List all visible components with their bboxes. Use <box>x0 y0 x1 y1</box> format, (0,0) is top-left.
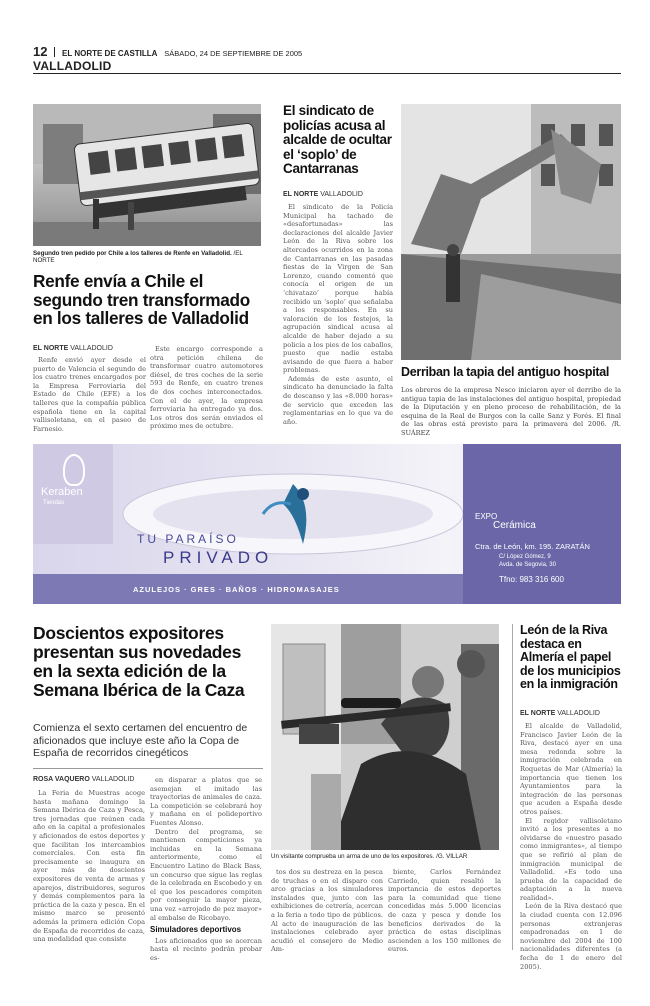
sindicato-text-2: Además de este asunto, el sindicato ha denunciado la falta de descanso y las «8.000 horas» de servicio que exceden las reglamentarias en lo que va de año. <box>283 374 393 426</box>
caza-col-1 <box>33 789 145 951</box>
demolition-photo <box>401 104 621 360</box>
expo-line-1: EXPO <box>475 512 498 521</box>
sindicato-headline: El sindicato de policías acusa al alcalde de ocultar el ‘soplo’ de Cantarranas <box>283 103 392 177</box>
caza-col-2 <box>150 776 262 962</box>
ad-brand: Keraben <box>41 486 83 498</box>
hospital-caption-credit: /R. SUÁREZ <box>401 420 621 437</box>
hospital-caption <box>401 386 621 437</box>
renfe-col-1 <box>33 356 146 434</box>
train-caption-text: Segundo tren pedido por Chile a los talleres de Renfe en Valladolid. <box>33 250 232 257</box>
caza-text-1: La Feria de Muestras acoge hasta mañana domingo la Semana Ibérica de Caza y Pesca, tres jornadas que reúnen cada año en la capital a profesionales y aficionados de estos deportes y que facilitan los intercambios comerciales. Con esta fin precisamente se inaugura en ayer más de doscientos expositores de venta de armas y aparejos, distribuidores, seguros y demás complementos para la práctica de la caza y pesca. En el mismo marco se presentó además la primera edición Copa de España de recorridos de caza, una modalidad que consiste <box>33 789 145 944</box>
caza-deck: Comienza el sexto certamen del encuentro de aficionados que incluye este año la Copa de España de recorridos cinegéticos <box>33 722 248 759</box>
ad-brand-sub: Tiendas <box>43 500 65 506</box>
sindicato-body <box>283 203 393 433</box>
ad-address-3: Avda. de Segovia, 30 <box>499 562 556 568</box>
renfe-byline-brand: EL NORTE <box>33 345 69 352</box>
hunter-photo-caption <box>271 853 501 860</box>
train-photo-caption <box>33 250 263 264</box>
section-title: VALLADOLID <box>33 59 112 73</box>
caza-subhead: Simuladores deportivos <box>150 925 242 935</box>
caza-byline <box>33 776 134 783</box>
newspaper-name: EL NORTE DE CASTILLA <box>62 49 158 58</box>
caza-text-2b: Dentro del programa, se mantienen competiciones ya incluidas en la Semana anteriormente, como el Encuentro Latino de Black Bass, un concurso que sigue las reglas de la celebrada en Escobedo y en el que los pescadores compiten por conseguir la mayor pieza, una vez «arrojado de pez mayor» al embalse de Ricobayo. <box>150 827 262 922</box>
expo-ceramica-panel <box>463 444 621 604</box>
leon-headline: León de la Riva destaca en Almería el papel de los municipios en la inmigración <box>520 623 621 691</box>
caza-text-4: biente, Carlos Fernández Carriedo, quien resaltó la importancia de estos deportes para la comunidad que tiene concedidas más 5.000 licencias de caza y pesca y donde los beneficios derivados de la práctica de estas disciplinas ascienden a los 150 millones de euros. <box>388 868 501 954</box>
leon-byline-place: VALLADOLID <box>557 710 600 717</box>
sindicato-byline-place: VALLADOLID <box>320 191 363 198</box>
page-number: 12 <box>33 44 48 59</box>
caza-col-3 <box>271 868 383 954</box>
ad-phone: Tfno: 983 316 600 <box>499 575 564 584</box>
caza-headline: Doscientos expositores presentan sus novedades en la sexta edición de la Semana Ibérica de la Caza <box>33 623 245 700</box>
caza-text-3: tos dos su destreza en la pesca de truchas o en el disparo con arco gracias a los simuladores instalados que, junto con las exhibiciones de cetrería, acercan a la feria a todo tipo de públicos. Al acto de inauguración de las instalaciones celebrado ayer acudió el consejero de Medio Am- <box>271 868 383 954</box>
leon-text-2: El regidor vallisoletano invitó a los presentes a no olvidarse de «nuestro pasado como inmigrantes», al tiempo que se refirió al plan de inmigración municipal de Valladolid. «Es todo una prueba de la capacidad de adaptación a la nueva realidad». <box>520 816 622 902</box>
renfe-text-1: Renfe envió ayer desde el puerto de Valencia el segundo de los cuatro trenes encargados por la Empresa Ferroviaria del Estado de Chile (EFE) a los talleres que la compañía pública española tiene en la capital vallisoletana, en el paseo de Farnesio. <box>33 356 146 433</box>
renfe-col-2 <box>150 345 263 434</box>
sindicato-byline-brand: EL NORTE <box>283 191 319 198</box>
leon-text-1: El alcalde de Valladolid, Francisco Javier León de la Riva, destacó ayer en una mesa redonda sobre la inmigración celebrada en Roquetas de Mar (Almería) la importancia que tienen los Ayuntamientos para la integración de las personas que acuden a España desde otros países. <box>520 722 622 816</box>
issue-date: SÁBADO, 24 DE SEPTIEMBRE DE 2005 <box>164 49 303 58</box>
hunter-photo <box>271 624 499 850</box>
ad-address: Ctra. de León, km. 195. ZARATÁN <box>475 542 590 551</box>
keraben-advertisement[interactable] <box>33 444 621 604</box>
page-header <box>33 44 621 58</box>
ad-address-2: C/ López Gómez, 9 <box>499 554 551 560</box>
expo-line-2: Cerámica <box>493 520 536 531</box>
leon-byline <box>520 710 600 717</box>
caza-byline-name: ROSA VAQUERO <box>33 776 90 783</box>
ad-slogan-2: PRIVADO <box>163 548 274 567</box>
hospital-caption-text: Los obreros de la empresa Nesco iniciaron ayer el derribo de la antigua tapia de las instalaciones del antiguo hospital, propiedad de la Diputación y en pleno proceso de rehabilitación, de la esquina de la Real de Burgos con la calle Sanz y Forés. El final de las obras está previsto para la primavera del 2006. <box>401 386 621 429</box>
leon-body <box>520 722 622 971</box>
renfe-byline <box>33 345 113 352</box>
hunter-caption-text: Un visitante comprueba un arma de uno de los expositores. <box>271 853 435 860</box>
ad-products: AZULEJOS · GRES · BAÑOS · HIDROMASAJES <box>133 585 340 594</box>
hospital-headline: Derriban la tapia del antiguo hospital <box>401 365 610 379</box>
sindicato-byline <box>283 191 363 198</box>
caza-col-4 <box>388 868 501 954</box>
header-rule <box>33 73 621 74</box>
ad-slogan-1: TU PARAÍSO <box>137 532 239 546</box>
keraben-logo-icon <box>63 454 85 486</box>
caza-byline-place: VALLADOLID <box>91 776 135 783</box>
caza-text-2: en disparar a platos que se asemejan el imitado las trayectorias de animales de caza. La competición se celebrará hoy y mañana en el polideportivo Fuentes Alonso. <box>150 776 262 827</box>
caza-deck-rule <box>33 768 263 769</box>
column-divider <box>512 624 513 950</box>
caza-text-2c: Los aficionados que se acercan hasta el recinto podrán probar es- <box>150 936 262 962</box>
sindicato-text-1: El sindicato de la Policía Municipal ha tachado de «desafortunadas» las declaraciones del alcalde Javier León de la Riva sobre los altercados ocurridos en la zona de Cantarranas en las pasadas fiestas de la Virgen de San Lorenzo, cuando comentó que conocía el origen de un ‘chivatazo’ porque había recibido un ‘soplo’ que señalaba a los responsables. En su valoración de los festejos, la agrupación sindical acusa al alcalde de haber dejado a su policía a los pies de los caballos, puesto que nadie estaba avisando de que fuera a haber problemas. <box>283 203 393 375</box>
renfe-text-2: Este encargo corresponde a otra petición chilena de transformar cuatro automotores diésel, de tres coches de la serie 593 de Renfe, en cuatro trenes de dos coches interconectados. Con el de ayer, la empresa ferroviaria ha entregado ya dos. Los otros dos serán enviados el próximo mes de octubre. <box>150 345 263 431</box>
train-caption-credit: /EL NORTE <box>33 250 243 264</box>
hunter-caption-credit: /G. VILLAR <box>436 853 468 860</box>
renfe-byline-place: VALLADOLID <box>70 345 113 352</box>
train-photo <box>33 104 261 246</box>
leon-text-3: León de la Riva destacó que la ciudad cuenta con 12.096 personas extranjeras empadronadas en 1 de noviembre del 2004 de 100 nacionalidades diferentes (a fecha de 1 de enero del 2005). <box>520 902 622 971</box>
ad-brand-panel <box>33 444 113 544</box>
leon-byline-brand: EL NORTE <box>520 710 556 717</box>
renfe-headline: Renfe envía a Chile el segundo tren transformado en los talleres de Valladolid <box>33 271 250 329</box>
bathtub-illustration <box>113 444 473 564</box>
